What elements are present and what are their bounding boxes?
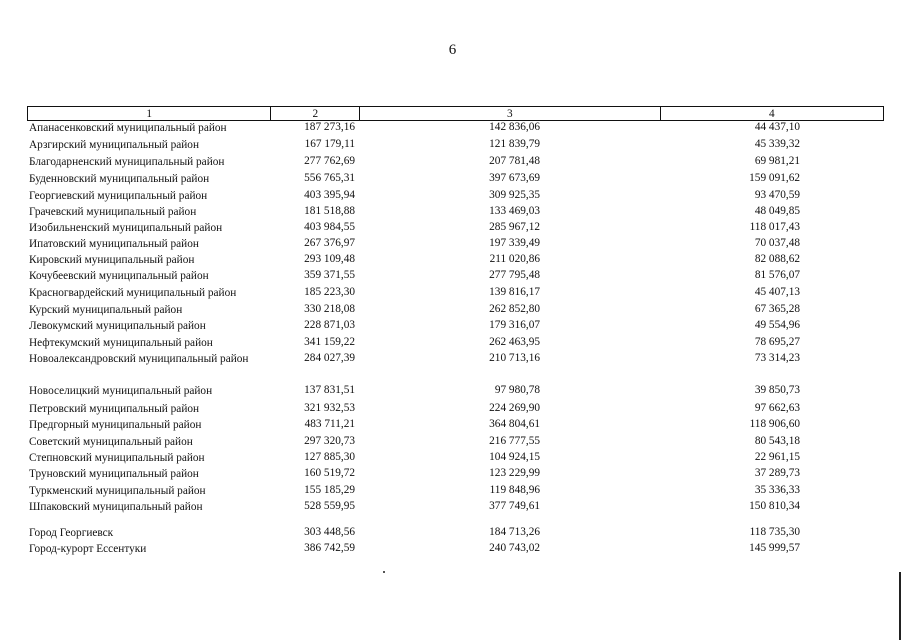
municipality-name: Благодарненский муниципальный район bbox=[29, 156, 225, 168]
municipality-name: Кировский муниципальный район bbox=[29, 254, 195, 266]
value-column-3: 207 781,48 bbox=[489, 155, 540, 167]
value-column-4: 118 735,30 bbox=[749, 526, 800, 538]
value-column-3: 121 839,79 bbox=[489, 138, 540, 150]
value-column-3: 179 316,07 bbox=[489, 319, 540, 331]
table-row bbox=[27, 319, 884, 336]
value-column-3: 97 980,78 bbox=[494, 384, 540, 396]
value-column-4: 39 850,73 bbox=[754, 384, 800, 396]
value-column-2: 187 273,16 bbox=[304, 121, 355, 133]
value-column-4: 67 365,28 bbox=[754, 303, 800, 315]
table-row bbox=[27, 303, 884, 319]
value-column-2: 137 831,51 bbox=[304, 384, 355, 396]
value-column-2: 303 448,56 bbox=[304, 526, 355, 538]
value-column-2: 483 711,21 bbox=[304, 418, 355, 430]
value-column-4: 44 437,10 bbox=[754, 121, 800, 133]
value-column-2: 127 885,30 bbox=[304, 451, 355, 463]
table-row bbox=[27, 352, 884, 384]
value-column-3: 216 777,55 bbox=[489, 435, 540, 447]
value-column-2: 359 371,55 bbox=[304, 269, 355, 281]
value-column-4: 93 470,59 bbox=[754, 189, 800, 201]
value-column-4: 49 554,96 bbox=[754, 319, 800, 331]
value-column-3: 123 229,99 bbox=[489, 467, 540, 479]
column-header-4: 4 bbox=[660, 107, 883, 120]
value-column-4: 118 906,60 bbox=[749, 418, 800, 430]
value-column-3: 262 463,95 bbox=[489, 336, 540, 348]
value-column-2: 321 932,53 bbox=[304, 402, 355, 414]
table-body bbox=[27, 121, 884, 558]
table-row bbox=[27, 121, 884, 138]
table-row bbox=[27, 269, 884, 286]
municipality-name: Петровский муниципальный район bbox=[29, 403, 200, 415]
value-column-4: 150 810,34 bbox=[749, 500, 800, 512]
municipality-name: Левокумский муниципальный район bbox=[29, 320, 206, 332]
value-column-2: 556 765,31 bbox=[304, 172, 355, 184]
municipality-name: Новоселицкий муниципальный район bbox=[29, 385, 213, 397]
value-column-4: 45 407,13 bbox=[754, 286, 800, 298]
value-column-3: 364 804,61 bbox=[489, 418, 540, 430]
value-column-2: 403 395,94 bbox=[304, 189, 355, 201]
value-column-3: 277 795,48 bbox=[489, 269, 540, 281]
value-column-3: 184 713,26 bbox=[489, 526, 540, 538]
municipality-name: Грачевский муниципальный район bbox=[29, 206, 197, 218]
column-header-2: 2 bbox=[270, 107, 359, 120]
value-column-4: 97 662,63 bbox=[754, 402, 800, 414]
municipality-name: Георгиевский муниципальный район bbox=[29, 190, 208, 202]
municipality-name: Шпаковский муниципальный район bbox=[29, 501, 203, 513]
value-column-2: 297 320,73 bbox=[304, 435, 355, 447]
municipality-name: Ипатовский муниципальный район bbox=[29, 238, 199, 250]
municipality-name: Советский муниципальный район bbox=[29, 436, 193, 448]
value-column-3: 197 339,49 bbox=[489, 237, 540, 249]
value-column-4: 35 336,33 bbox=[754, 484, 800, 496]
section-spacer bbox=[27, 516, 884, 526]
municipality-name: Город-курорт Ессентуки bbox=[29, 543, 147, 555]
table-row bbox=[27, 451, 884, 467]
table-row bbox=[27, 418, 884, 435]
municipality-name: Нефтекумский муниципальный район bbox=[29, 337, 213, 349]
table-row bbox=[27, 484, 884, 500]
value-column-3: 104 924,15 bbox=[489, 451, 540, 463]
table-row bbox=[27, 384, 884, 402]
table-row bbox=[27, 286, 884, 303]
value-column-3: 119 848,96 bbox=[489, 484, 540, 496]
table-header-row bbox=[27, 106, 884, 121]
value-column-3: 210 713,16 bbox=[489, 352, 540, 364]
value-column-4: 48 049,85 bbox=[754, 205, 800, 217]
value-column-4: 81 576,07 bbox=[754, 269, 800, 281]
value-column-3: 285 967,12 bbox=[489, 221, 540, 233]
column-header-1: 1 bbox=[146, 107, 153, 120]
column-header-3: 3 bbox=[359, 107, 659, 120]
value-column-3: 133 469,03 bbox=[489, 205, 540, 217]
scan-artifact-dot bbox=[383, 571, 385, 573]
value-column-4: 73 314,23 bbox=[754, 352, 800, 364]
table-row bbox=[27, 189, 884, 205]
table-row bbox=[27, 172, 884, 189]
value-column-3: 309 925,35 bbox=[489, 189, 540, 201]
value-column-2: 167 179,11 bbox=[304, 138, 355, 150]
municipality-name: Буденновский муниципальный район bbox=[29, 173, 210, 185]
scan-artifact-edge-line bbox=[899, 572, 901, 640]
value-column-2: 160 519,72 bbox=[304, 467, 355, 479]
municipality-name: Труновский муниципальный район bbox=[29, 468, 199, 480]
municipality-name: Красногвардейский муниципальный район bbox=[29, 287, 237, 299]
municipality-name: Предгорный муниципальный район bbox=[29, 419, 202, 431]
value-column-2: 181 518,88 bbox=[304, 205, 355, 217]
value-column-3: 224 269,90 bbox=[489, 402, 540, 414]
municipality-name: Город Георгиевск bbox=[29, 527, 114, 539]
budget-table bbox=[27, 106, 884, 558]
value-column-4: 78 695,27 bbox=[754, 336, 800, 348]
table-row bbox=[27, 253, 884, 269]
table-row bbox=[27, 155, 884, 172]
table-row bbox=[27, 237, 884, 253]
table-row bbox=[27, 542, 884, 558]
table-row bbox=[27, 467, 884, 484]
municipality-name: Степновский муниципальный район bbox=[29, 452, 205, 464]
value-column-2: 341 159,22 bbox=[304, 336, 355, 348]
value-column-4: 82 088,62 bbox=[754, 253, 800, 265]
value-column-2: 403 984,55 bbox=[304, 221, 355, 233]
value-column-2: 277 762,69 bbox=[304, 155, 355, 167]
value-column-4: 22 961,15 bbox=[754, 451, 800, 463]
value-column-2: 228 871,03 bbox=[304, 319, 355, 331]
value-column-3: 139 816,17 bbox=[489, 286, 540, 298]
table-row bbox=[27, 221, 884, 237]
municipality-name: Туркменский муниципальный район bbox=[29, 485, 206, 497]
value-column-3: 262 852,80 bbox=[489, 303, 540, 315]
municipality-name: Арзгирский муниципальный район bbox=[29, 139, 199, 151]
municipality-name: Курский муниципальный район bbox=[29, 304, 183, 316]
page-number: 6 bbox=[448, 42, 457, 58]
value-column-4: 45 339,32 bbox=[754, 138, 800, 150]
table-row bbox=[27, 435, 884, 451]
table-row bbox=[27, 138, 884, 155]
table-row bbox=[27, 205, 884, 221]
value-column-3: 211 020,86 bbox=[489, 253, 540, 265]
value-column-2: 293 109,48 bbox=[304, 253, 355, 265]
value-column-3: 397 673,69 bbox=[489, 172, 540, 184]
table-row bbox=[27, 526, 884, 542]
value-column-2: 528 559,95 bbox=[304, 500, 355, 512]
value-column-2: 330 218,08 bbox=[304, 303, 355, 315]
value-column-4: 69 981,21 bbox=[754, 155, 800, 167]
value-column-2: 185 223,30 bbox=[304, 286, 355, 298]
municipality-name: Кочубеевский муниципальный район bbox=[29, 270, 209, 282]
value-column-2: 267 376,97 bbox=[304, 237, 355, 249]
value-column-2: 284 027,39 bbox=[304, 352, 355, 364]
value-column-3: 377 749,61 bbox=[489, 500, 540, 512]
value-column-4: 80 543,18 bbox=[754, 435, 800, 447]
value-column-4: 118 017,43 bbox=[749, 221, 800, 233]
value-column-4: 70 037,48 bbox=[754, 237, 800, 249]
municipality-name: Изобильненский муниципальный район bbox=[29, 222, 223, 234]
municipality-name: Апанасенковский муниципальный район bbox=[29, 122, 227, 134]
value-column-4: 159 091,62 bbox=[749, 172, 800, 184]
table-row bbox=[27, 500, 884, 516]
value-column-3: 142 836,06 bbox=[489, 121, 540, 133]
value-column-4: 145 999,57 bbox=[749, 542, 800, 554]
value-column-2: 386 742,59 bbox=[304, 542, 355, 554]
value-column-4: 37 289,73 bbox=[754, 467, 800, 479]
table-row bbox=[27, 402, 884, 418]
table-row bbox=[27, 336, 884, 352]
value-column-2: 155 185,29 bbox=[304, 484, 355, 496]
value-column-3: 240 743,02 bbox=[489, 542, 540, 554]
municipality-name: Новоалександровский муниципальный район bbox=[29, 353, 249, 365]
